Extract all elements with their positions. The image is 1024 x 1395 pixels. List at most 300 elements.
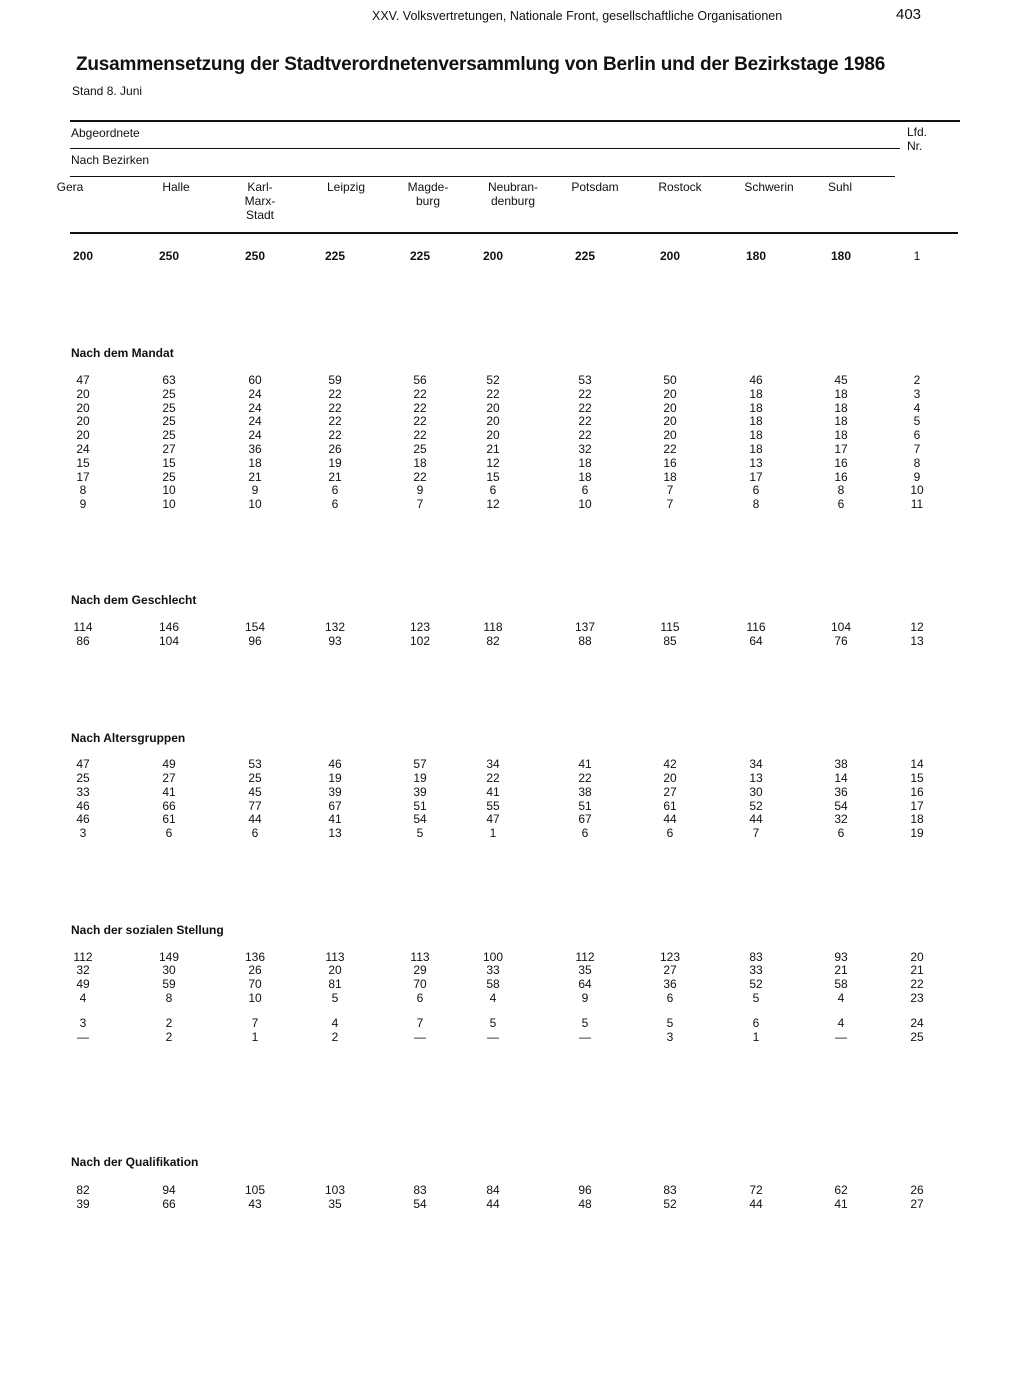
table-cell: 1 <box>251 1030 259 1044</box>
table-cell: 41 <box>328 812 342 826</box>
table-cell: 41 <box>834 1197 848 1211</box>
table-cell: — <box>414 1030 426 1044</box>
table-cell: 35 <box>578 963 592 977</box>
table-cell: 70 <box>413 977 427 991</box>
table-cell: 36 <box>663 977 677 991</box>
table-cell: 18 <box>834 414 848 428</box>
table-row <box>0 1197 1024 1211</box>
row-number: 11 <box>910 497 924 511</box>
table-cell: 24 <box>76 442 90 456</box>
table-cell: 52 <box>749 799 763 813</box>
table-cell: 47 <box>486 812 500 826</box>
table-cell: 27 <box>162 442 176 456</box>
section-title: Nach Altersgruppen <box>71 731 186 745</box>
table-cell: 34 <box>749 757 763 771</box>
table-cell: 225 <box>409 249 431 263</box>
table-cell: 6 <box>837 497 845 511</box>
table-cell: 225 <box>324 249 346 263</box>
table-cell: 7 <box>666 483 674 497</box>
table-cell: 44 <box>749 812 763 826</box>
table-cell: 8 <box>752 497 760 511</box>
table-cell: 146 <box>158 620 180 634</box>
table-cell: 20 <box>663 428 677 442</box>
table-cell: 52 <box>486 373 500 387</box>
table-cell: 76 <box>834 634 848 648</box>
table-cell: 52 <box>663 1197 677 1211</box>
table-cell: 18 <box>578 470 592 484</box>
table-cell: 83 <box>749 950 763 964</box>
column-header: Neubran- denburg <box>487 180 539 208</box>
table-cell: 6 <box>837 826 845 840</box>
table-cell: 17 <box>76 470 90 484</box>
table-cell: 70 <box>248 977 262 991</box>
table-cell: 112 <box>73 950 93 964</box>
table-cell: 22 <box>486 387 500 401</box>
table-cell: 93 <box>328 634 342 648</box>
table-cell: 18 <box>749 401 763 415</box>
row-number: 12 <box>910 620 924 634</box>
table-cell: 21 <box>834 963 848 977</box>
table-cell: 8 <box>79 483 87 497</box>
table-cell: 12 <box>486 497 500 511</box>
row-number: 15 <box>910 771 924 785</box>
section-title: Nach dem Mandat <box>71 346 174 360</box>
table-cell: 49 <box>162 757 176 771</box>
table-cell: 200 <box>482 249 504 263</box>
table-cell: 7 <box>251 1016 259 1030</box>
table-cell: 59 <box>328 373 342 387</box>
table-cell: 5 <box>752 991 760 1005</box>
table-row <box>0 470 1024 484</box>
table-cell: 77 <box>248 799 262 813</box>
table-cell: 83 <box>663 1183 677 1197</box>
table-cell: 47 <box>76 373 90 387</box>
table-cell: 84 <box>486 1183 500 1197</box>
row-number: 24 <box>910 1016 924 1030</box>
table-cell: 15 <box>486 470 500 484</box>
table-cell: 13 <box>749 771 763 785</box>
table-cell: 57 <box>413 757 427 771</box>
table-cell: 42 <box>663 757 677 771</box>
table-cell: 19 <box>328 771 342 785</box>
table-cell: 112 <box>575 950 595 964</box>
table-row <box>0 428 1024 442</box>
table-cell: 137 <box>574 620 596 634</box>
table-cell: 19 <box>328 456 342 470</box>
table-cell: 5 <box>331 991 339 1005</box>
column-header: Magde- burg <box>407 180 449 208</box>
table-cell: 5 <box>489 1016 497 1030</box>
section-title: Nach der Qualifikation <box>71 1155 199 1169</box>
table-cell: 20 <box>76 401 90 415</box>
table-cell: 66 <box>162 799 176 813</box>
table-cell: 18 <box>749 387 763 401</box>
table-cell: 44 <box>663 812 677 826</box>
table-cell: 10 <box>248 991 262 1005</box>
table-cell: 67 <box>328 799 342 813</box>
table-cell: 18 <box>749 414 763 428</box>
table-cell: 46 <box>328 757 342 771</box>
table-cell: 64 <box>749 634 763 648</box>
table-cell: 56 <box>413 373 427 387</box>
table-cell: 27 <box>663 785 677 799</box>
table-cell: 96 <box>578 1183 592 1197</box>
table-row <box>0 620 1024 634</box>
table-cell: 22 <box>578 414 592 428</box>
table-cell: 85 <box>663 634 677 648</box>
table-cell: 22 <box>578 771 592 785</box>
table-cell: 24 <box>248 428 262 442</box>
table-cell: 17 <box>834 442 848 456</box>
table-cell: 44 <box>248 812 262 826</box>
table-cell: 32 <box>76 963 90 977</box>
table-cell: 6 <box>666 991 674 1005</box>
table-cell: 15 <box>76 456 90 470</box>
table-cell: — <box>835 1030 847 1044</box>
table-row <box>0 785 1024 799</box>
column-header: Halle <box>162 180 190 194</box>
table-cell: 8 <box>837 483 845 497</box>
table-cell: 180 <box>830 249 852 263</box>
table-row <box>0 963 1024 977</box>
table-row <box>0 1183 1024 1197</box>
table-cell: 26 <box>328 442 342 456</box>
table-cell: 81 <box>328 977 342 991</box>
table-cell: 41 <box>162 785 176 799</box>
table-cell: 61 <box>162 812 176 826</box>
column-header: Leipzig <box>326 180 366 194</box>
table-cell: 34 <box>486 757 500 771</box>
table-cell: 39 <box>413 785 427 799</box>
table-cell: 33 <box>749 963 763 977</box>
row-number: 26 <box>910 1183 924 1197</box>
table-cell: 54 <box>834 799 848 813</box>
table-cell: 200 <box>72 249 94 263</box>
table-cell: 3 <box>666 1030 674 1044</box>
column-header: Schwerin <box>744 180 794 194</box>
section-title: Nach dem Geschlecht <box>71 593 197 607</box>
table-cell: 4 <box>489 991 497 1005</box>
table-cell: 43 <box>248 1197 262 1211</box>
row-number: 4 <box>913 401 921 415</box>
table-cell: 105 <box>244 1183 266 1197</box>
table-cell: 46 <box>76 812 90 826</box>
table-cell: 13 <box>328 826 342 840</box>
column-header: Rostock <box>658 180 702 194</box>
table-cell: 7 <box>416 497 424 511</box>
label-lfd: Lfd. <box>907 125 928 139</box>
table-cell: 59 <box>162 977 176 991</box>
table-cell: 24 <box>248 401 262 415</box>
table-cell: 46 <box>749 373 763 387</box>
table-cell: 18 <box>834 401 848 415</box>
table-cell: 22 <box>486 771 500 785</box>
row-number: 27 <box>910 1197 924 1211</box>
table-cell: 10 <box>162 497 176 511</box>
table-cell: 22 <box>328 414 342 428</box>
row-number: 19 <box>910 826 924 840</box>
section-title: Nach der sozialen Stellung <box>71 923 224 937</box>
table-cell: 6 <box>666 826 674 840</box>
table-cell: 53 <box>578 373 592 387</box>
table-cell: 20 <box>663 387 677 401</box>
table-cell: 86 <box>76 634 90 648</box>
table-row <box>0 401 1024 415</box>
table-cell: — <box>487 1030 499 1044</box>
table-cell: 6 <box>752 1016 760 1030</box>
table-cell: 13 <box>749 456 763 470</box>
row-number: 13 <box>910 634 924 648</box>
table-row <box>0 249 1024 263</box>
table-row <box>0 757 1024 771</box>
table-cell: 18 <box>749 428 763 442</box>
table-cell: 18 <box>834 387 848 401</box>
row-number: 5 <box>913 414 921 428</box>
column-header: Karl- Marx- Stadt <box>244 180 276 222</box>
table-cell: 250 <box>244 249 266 263</box>
table-cell: 6 <box>251 826 259 840</box>
table-cell: 30 <box>749 785 763 799</box>
row-number: 22 <box>910 977 924 991</box>
row-number: 10 <box>910 483 924 497</box>
table-cell: 118 <box>483 620 503 634</box>
table-cell: 63 <box>162 373 176 387</box>
page-title: Zusammensetzung der Stadtverordnetenversammlung von Berlin und der Bezirkstage 1986 <box>76 54 886 75</box>
row-number: 7 <box>913 442 921 456</box>
table-cell: 54 <box>413 812 427 826</box>
table-cell: 104 <box>158 634 180 648</box>
table-cell: 136 <box>244 950 266 964</box>
column-header: Potsdam <box>571 180 619 194</box>
table-cell: 21 <box>248 470 262 484</box>
header-rule <box>70 176 895 177</box>
table-cell: 35 <box>328 1197 342 1211</box>
header-bottom-rule <box>70 232 958 234</box>
table-cell: 94 <box>162 1183 176 1197</box>
table-row <box>0 812 1024 826</box>
table-cell: 102 <box>409 634 431 648</box>
table-row <box>0 771 1024 785</box>
table-cell: 44 <box>486 1197 500 1211</box>
table-cell: 16 <box>663 456 677 470</box>
table-cell: 36 <box>834 785 848 799</box>
row-number: 2 <box>913 373 921 387</box>
row-number: 21 <box>910 963 924 977</box>
table-cell: 9 <box>251 483 259 497</box>
table-cell: 22 <box>413 401 427 415</box>
table-cell: 9 <box>416 483 424 497</box>
table-cell: 88 <box>578 634 592 648</box>
page-header: XXV. Volksvertretungen, Nationale Front, gesellschaftliche Organisationen <box>372 9 783 23</box>
table-cell: 26 <box>248 963 262 977</box>
table-cell: 93 <box>834 950 848 964</box>
table-cell: 6 <box>331 483 339 497</box>
table-cell: 2 <box>331 1030 339 1044</box>
table-cell: 19 <box>413 771 427 785</box>
table-cell: 100 <box>482 950 504 964</box>
table-cell: 32 <box>578 442 592 456</box>
table-cell: 32 <box>834 812 848 826</box>
table-cell: 22 <box>578 387 592 401</box>
table-row <box>0 1016 1024 1030</box>
page-number: 403 <box>896 6 922 23</box>
table-cell: 25 <box>162 414 176 428</box>
table-cell: 8 <box>165 991 173 1005</box>
table-cell: 200 <box>659 249 681 263</box>
table-cell: 9 <box>581 991 589 1005</box>
table-cell: 4 <box>331 1016 339 1030</box>
table-cell: 6 <box>752 483 760 497</box>
table-cell: 25 <box>162 387 176 401</box>
table-cell: 39 <box>328 785 342 799</box>
table-cell: 6 <box>489 483 497 497</box>
table-cell: 82 <box>76 1183 90 1197</box>
table-cell: 4 <box>837 1016 845 1030</box>
table-cell: 250 <box>158 249 180 263</box>
table-cell: 225 <box>574 249 596 263</box>
table-cell: 103 <box>324 1183 346 1197</box>
table-cell: 22 <box>328 387 342 401</box>
table-cell: 20 <box>76 428 90 442</box>
table-cell: 17 <box>749 470 763 484</box>
table-cell: 22 <box>578 428 592 442</box>
table-cell: 10 <box>162 483 176 497</box>
table-cell: 18 <box>663 470 677 484</box>
row-number: 1 <box>913 249 921 263</box>
row-number: 3 <box>913 387 921 401</box>
table-row <box>0 497 1024 511</box>
table-row <box>0 414 1024 428</box>
table-cell: 24 <box>248 414 262 428</box>
table-cell: 18 <box>749 442 763 456</box>
table-cell: 47 <box>76 757 90 771</box>
top-rule <box>70 120 960 122</box>
table-row <box>0 456 1024 470</box>
table-cell: 10 <box>248 497 262 511</box>
table-cell: 41 <box>578 757 592 771</box>
table-cell: 7 <box>752 826 760 840</box>
table-cell: 50 <box>663 373 677 387</box>
table-cell: 72 <box>749 1183 763 1197</box>
row-number: 14 <box>910 757 924 771</box>
table-cell: 36 <box>248 442 262 456</box>
table-cell: 53 <box>248 757 262 771</box>
table-cell: 64 <box>578 977 592 991</box>
row-number: 18 <box>910 812 924 826</box>
table-cell: 25 <box>162 428 176 442</box>
table-cell: 22 <box>578 401 592 415</box>
table-row <box>0 442 1024 456</box>
table-cell: 5 <box>666 1016 674 1030</box>
table-cell: 27 <box>663 963 677 977</box>
table-cell: 6 <box>581 483 589 497</box>
table-cell: 62 <box>834 1183 848 1197</box>
table-cell: 20 <box>76 387 90 401</box>
table-cell: 4 <box>79 991 87 1005</box>
table-cell: 45 <box>834 373 848 387</box>
row-number: 8 <box>913 456 921 470</box>
table-cell: 48 <box>578 1197 592 1211</box>
table-cell: 7 <box>666 497 674 511</box>
table-row <box>0 977 1024 991</box>
table-cell: 104 <box>830 620 852 634</box>
table-cell: 2 <box>165 1016 173 1030</box>
label-nach-bezirken: Nach Bezirken <box>71 153 150 167</box>
row-number: 25 <box>910 1030 924 1044</box>
column-header: Suhl <box>827 180 853 194</box>
table-row <box>0 634 1024 648</box>
row-number: 17 <box>910 799 924 813</box>
table-cell: 20 <box>328 963 342 977</box>
table-cell: 20 <box>76 414 90 428</box>
table-cell: 15 <box>162 456 176 470</box>
table-cell: 25 <box>248 771 262 785</box>
table-cell: 116 <box>746 620 766 634</box>
table-cell: 38 <box>834 757 848 771</box>
table-cell: 2 <box>165 1030 173 1044</box>
table-cell: 18 <box>413 456 427 470</box>
table-cell: 3 <box>79 826 87 840</box>
table-row <box>0 799 1024 813</box>
table-cell: 54 <box>413 1197 427 1211</box>
table-cell: 22 <box>413 387 427 401</box>
table-cell: 113 <box>410 950 430 964</box>
table-cell: 22 <box>413 428 427 442</box>
table-cell: 20 <box>663 401 677 415</box>
table-cell: 3 <box>79 1016 87 1030</box>
table-row <box>0 1030 1024 1044</box>
table-cell: 46 <box>76 799 90 813</box>
table-cell: 82 <box>486 634 500 648</box>
table-cell: 5 <box>416 826 424 840</box>
column-header: Gera <box>56 180 84 194</box>
table-cell: 33 <box>486 963 500 977</box>
table-cell: 132 <box>324 620 346 634</box>
table-cell: 66 <box>162 1197 176 1211</box>
table-cell: 55 <box>486 799 500 813</box>
table-row <box>0 373 1024 387</box>
table-cell: 41 <box>486 785 500 799</box>
page-subtitle: Stand 8. Juni <box>72 84 143 98</box>
table-cell: 25 <box>76 771 90 785</box>
table-cell: 96 <box>248 634 262 648</box>
table-cell: 24 <box>248 387 262 401</box>
table-cell: 58 <box>834 977 848 991</box>
table-cell: 123 <box>659 950 681 964</box>
table-cell: 16 <box>834 456 848 470</box>
table-cell: 7 <box>416 1016 424 1030</box>
table-cell: 83 <box>413 1183 427 1197</box>
table-cell: 123 <box>409 620 431 634</box>
table-cell: 6 <box>581 826 589 840</box>
table-cell: 1 <box>489 826 497 840</box>
table-cell: 22 <box>413 414 427 428</box>
table-cell: — <box>77 1030 89 1044</box>
table-row <box>0 387 1024 401</box>
table-cell: 20 <box>486 414 500 428</box>
row-number: 20 <box>910 950 924 964</box>
table-cell: 18 <box>834 428 848 442</box>
table-cell: 22 <box>413 470 427 484</box>
table-cell: 27 <box>162 771 176 785</box>
table-cell: 29 <box>413 963 427 977</box>
table-cell: 18 <box>248 456 262 470</box>
table-cell: 20 <box>486 401 500 415</box>
table-cell: — <box>579 1030 591 1044</box>
row-number: 6 <box>913 428 921 442</box>
table-cell: 115 <box>660 620 680 634</box>
table-cell: 67 <box>578 812 592 826</box>
